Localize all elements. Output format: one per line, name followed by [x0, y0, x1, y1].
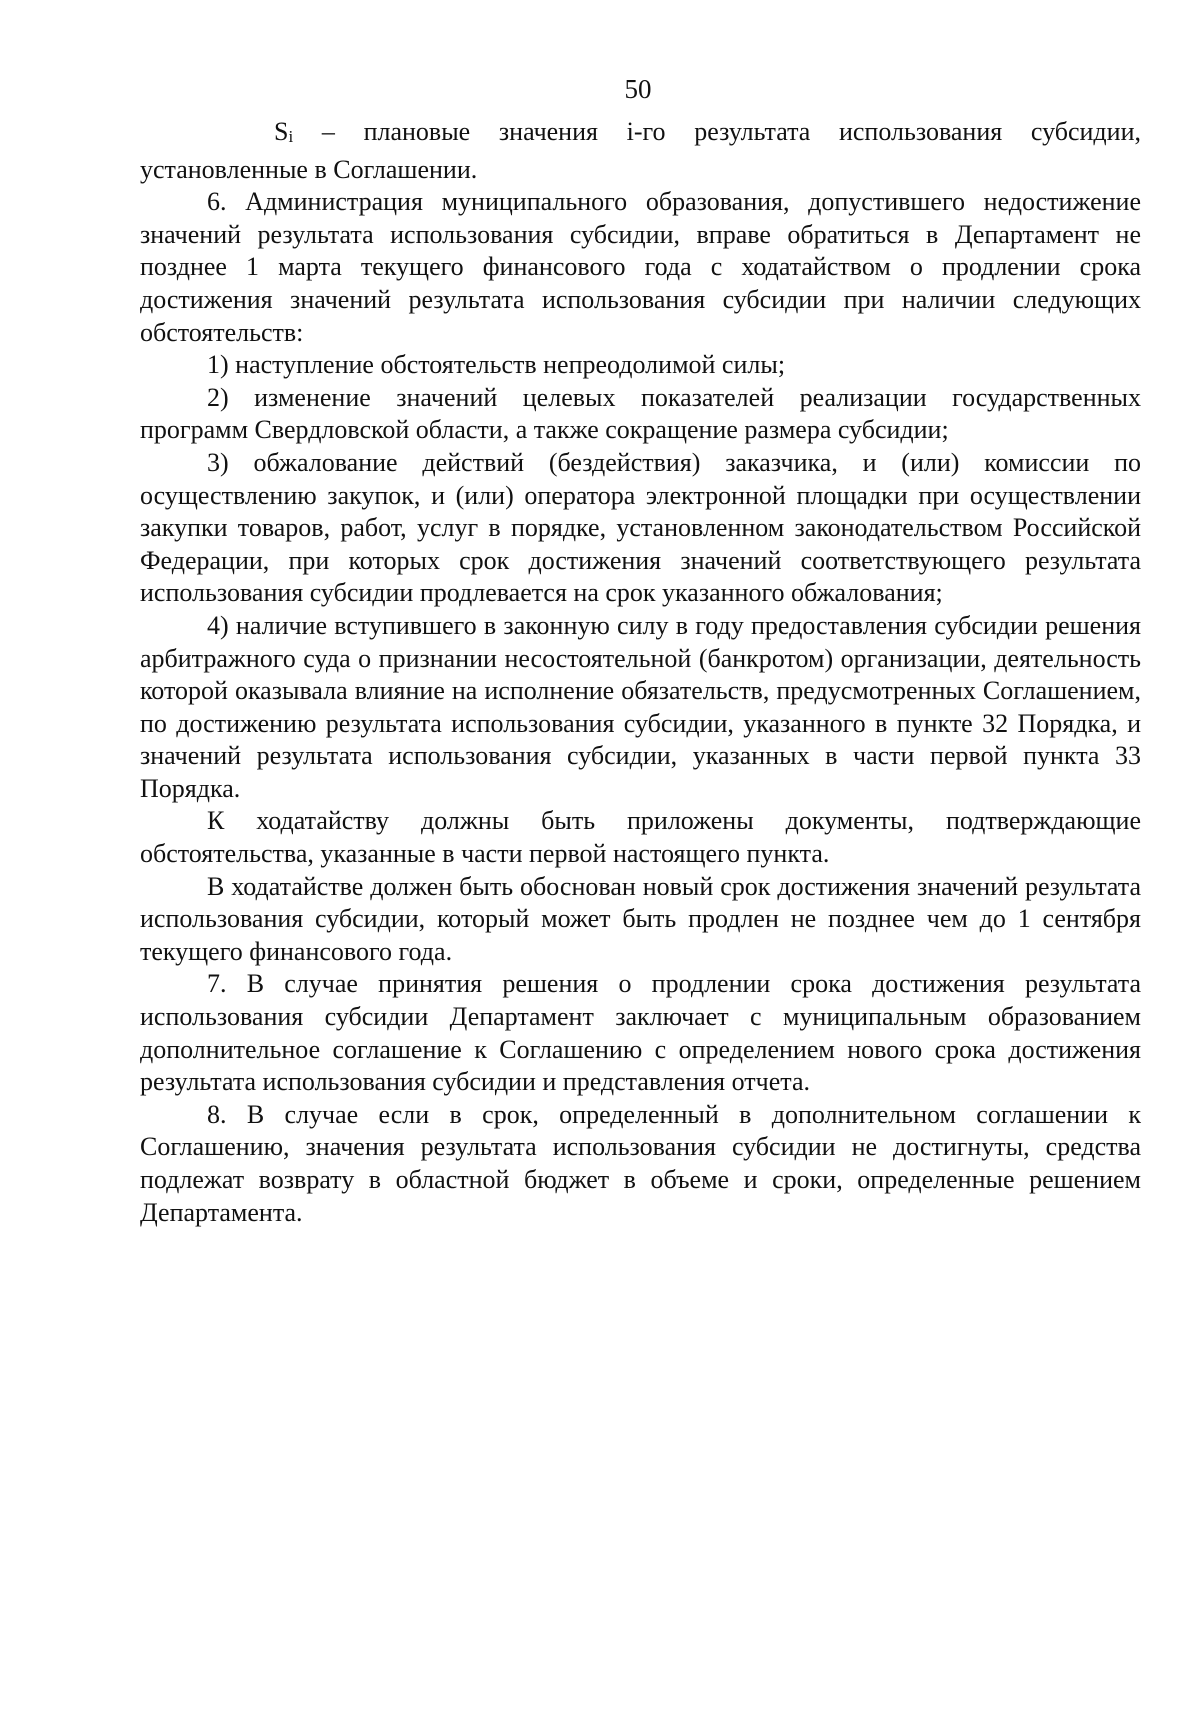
- symbol-s: S: [274, 117, 289, 146]
- paragraph-item-6: 6. Администрация муниципального образования, допустившего недостижение значений результата использования субсидии, вправе обратиться в Департамент не позднее 1 марта текущего финансового года с ходатайством о продлении срока достижения значений результата использования субсидии при наличии следующих обстоятельств:: [140, 187, 1141, 347]
- definition-paragraph: [140, 116, 1141, 186]
- paragraph-new-deadline: В ходатайстве должен быть обоснован новый срок достижения значений результата использования субсидии, который может быть продлен не позднее чем до 1 сентября текущего финансового года.: [140, 871, 1141, 966]
- definition-text: – плановые значения i-го результата использования субсидии, установленные в Соглашении.: [140, 117, 1141, 184]
- paragraph-item-7: 7. В случае принятия решения о продлении срока достижения результата использования субсидии Департамент заключает с муниципальным образованием дополнительное соглашение к Соглашению с определением нового срока достижения результата использования субсидии и представления отчета.: [140, 969, 1141, 1097]
- list-item-4: 4) наличие вступившего в законную силу в году предоставления субсидии решения арбитражного суда о признании несостоятельной (банкротом) организации, деятельность которой оказывала влияние на исполнение обязательств, предусмотренных Соглашением, по достижению результата использования субсидии, указанного в пункте 32 Порядка, и значений результата использования субсидии, указанных в части первой пункта 33 Порядка.: [140, 610, 1141, 803]
- list-item-1: 1) наступление обстоятельств непреодолимой силы;: [207, 350, 786, 380]
- symbol-subscript: i: [288, 127, 294, 146]
- paragraph-item-8: 8. В случае если в срок, определенный в дополнительном соглашении к Соглашению, значения результата использования субсидии не достигнуты, средства подлежат возврату в областной бюджет в объеме и сроки, определенные решением Департамента.: [140, 1099, 1141, 1227]
- document-body: [140, 116, 1141, 1229]
- list-item-3: 3) обжалование действий (бездействия) заказчика, и (или) комиссии по осуществлению закупок, и (или) оператора электронной площадки при осуществлении закупки товаров, работ, услуг в порядке, установленном законодательством Российской Федерации, при которых срок достижения значений соответствующего результата использования субсидии продлевается на срок указанного обжалования;: [140, 447, 1141, 608]
- formula-symbol: [207, 116, 293, 154]
- list-item-2: 2) изменение значений целевых показателей реализации государственных программ Свердловской области, а также сокращение размера субсидии;: [140, 382, 1141, 445]
- page-number: 50: [624, 74, 652, 104]
- paragraph-attachments: К ходатайству должны быть приложены документы, подтверждающие обстоятельства, указанные в части первой настоящего пункта.: [140, 806, 1141, 869]
